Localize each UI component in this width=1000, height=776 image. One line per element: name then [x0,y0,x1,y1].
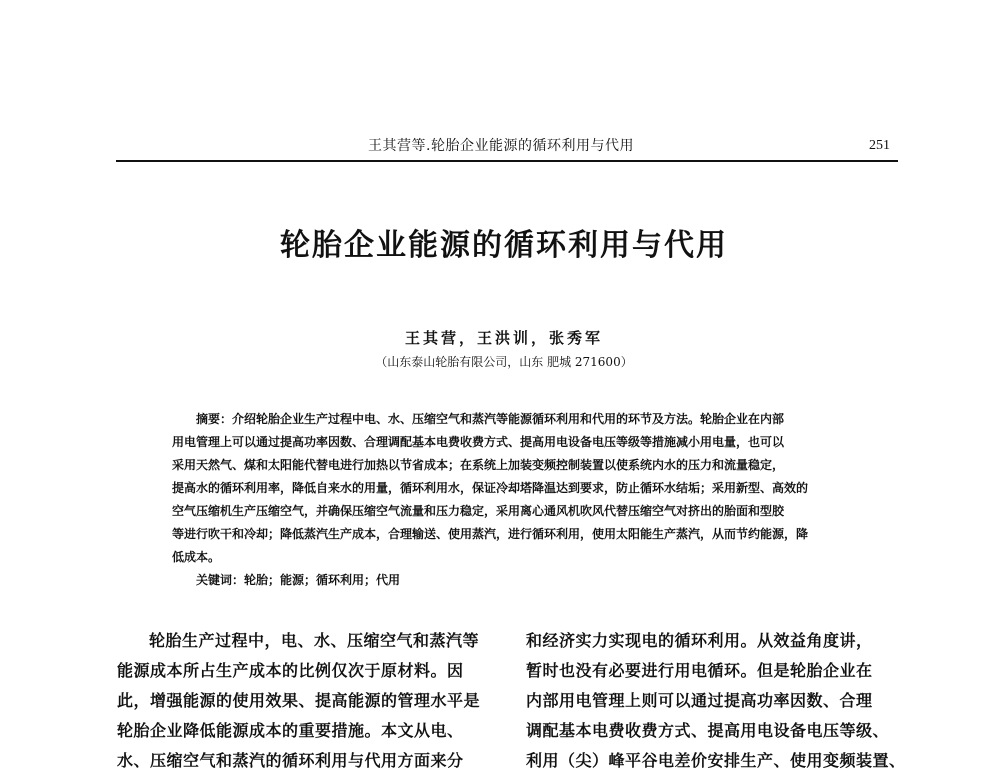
body-line: 暂时也没有必要进行用电循环。但是轮胎企业在 [526,661,873,680]
abstract-line: 空气压缩机生产压缩空气，并确保压缩空气流量和压力稳定，采用离心通风机吹风代替压缩空气对挤出的胎面和型胶 [172,504,785,518]
running-title: 王其营等.轮胎企业能源的循环利用与代用 [368,138,634,154]
article-authors: 王其营，王洪训，张秀军 [404,329,603,347]
page-number: 251 [869,138,890,153]
abstract-label: 摘要： [196,412,233,426]
article-affiliation: （山东泰山轮胎有限公司，山东 肥城 271600） [375,355,633,369]
body-line: 和经济实力实现电的循环利用。从效益角度讲， [526,631,873,650]
abstract-line: 低成本。 [172,550,221,564]
keywords-text: 轮胎；能源；循环利用；代用 [244,573,401,587]
body-column-right [526,626,906,776]
body-line: 利用（尖）峰平谷电差价安排生产、使用变频装置、 [526,751,906,770]
article-title: 轮胎企业能源的循环利用与代用 [280,228,728,263]
body-line: 轮胎生产过程中，电、水、压缩空气和蒸汽等 [149,631,480,650]
abstract-line: 提高水的循环利用率，降低自来水的用量，循环利用水，保证冷却塔降温达到要求，防止循环水结垢；采用新型、高效的 [172,481,809,495]
body-line: 调配基本电费收费方式、提高用电设备电压等级、 [526,721,890,740]
body-line: 此，增强能源的使用效果、提高能源的管理水平是 [117,691,481,710]
header-rule [116,160,898,162]
abstract-line [172,408,836,431]
body-column-left [117,626,491,776]
body-line: 轮胎企业降低能源成本的重要措施。本文从电、 [117,721,464,740]
abstract-line-text: 介绍轮胎企业生产过程中电、水、压缩空气和蒸汽等能源循环利用和代用的环节及方法。轮胎企业在内部 [232,412,785,426]
keywords-label: 关键词： [196,573,245,587]
body-line: 能源成本所占生产成本的比例仅次于原材料。因 [117,661,464,680]
abstract-line: 用电管理上可以通过提高功率因数、合理调配基本电费收费方式、提高用电设备电压等级等措施减小用电量，也可以 [172,435,785,449]
running-header [116,136,898,160]
abstract [172,408,836,569]
body-line: 内部用电管理上则可以通过提高功率因数、合理 [526,691,873,710]
abstract-line: 采用天然气、煤和太阳能代替电进行加热以节省成本；在系统上加装变频控制装置以使系统内水的压力和流量稳定， [172,458,785,472]
abstract-line: 等进行吹干和冷却；降低蒸汽生产成本，合理输送、使用蒸汽，进行循环利用，使用太阳能生产蒸汽，从而节约能源，降 [172,527,809,541]
keywords [196,570,836,590]
body-line: 水、压缩空气和蒸汽的循环利用与代用方面来分 [117,751,464,770]
